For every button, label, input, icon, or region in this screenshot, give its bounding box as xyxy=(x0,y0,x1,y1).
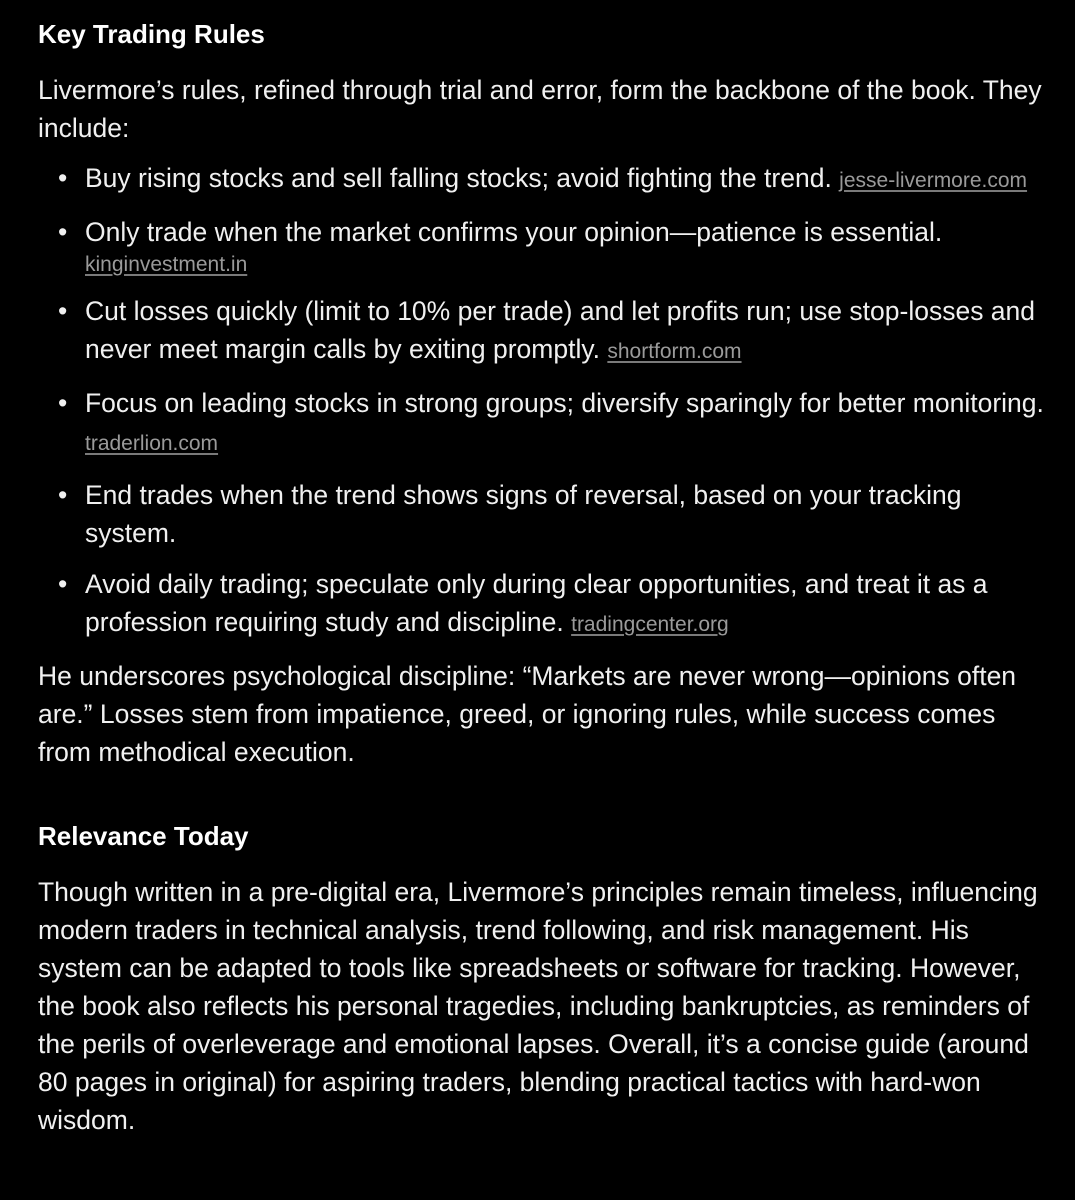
source-link[interactable]: jesse-livermore.com xyxy=(839,169,1028,192)
bullet-icon: • xyxy=(58,569,68,599)
list-item xyxy=(38,565,1048,644)
intro-paragraph: Livermore’s rules, refined through trial and error, form the backbone of the book. They include: xyxy=(38,75,1042,143)
rule-text: Focus on leading stocks in strong groups; diversify sparingly for better monitoring. xyxy=(85,388,1044,418)
rule-text: End trades when the trend shows signs of reversal, based on your tracking system. xyxy=(85,480,962,548)
bullet-icon: • xyxy=(58,217,68,247)
section-heading-relevance-today: Relevance Today xyxy=(38,821,249,851)
rule-text: Cut losses quickly (limit to 10% per trade) and let profits run; use stop-losses and never meet margin calls by exiting promptly. xyxy=(85,296,1036,364)
rule-text: Buy rising stocks and sell falling stocks; avoid fighting the trend. xyxy=(85,163,840,193)
bullet-icon: • xyxy=(58,480,68,510)
source-link[interactable]: traderlion.com xyxy=(85,432,219,455)
source-link[interactable]: kinginvestment.in xyxy=(85,253,248,276)
relevance-paragraph: Though written in a pre-digital era, Livermore’s principles remain timeless, influencing modern traders in technical analysis, trend following, and risk management. His system can be adapted to tools like spreadsheets or software for tracking. However, the book also reflects his personal tragedies, including bankruptcies, as reminders of the perils of overleverage and emotional lapses. Overall, it’s a concise guide (around 80 pages in original) for aspiring traders, blending practical tactics with hard-won wisdom. xyxy=(38,877,1038,1135)
summary-paragraph: He underscores psychological discipline: “Markets are never wrong—opinions often are.” Losses stem from impatience, greed, or ignoring rules, while success comes from methodical execution. xyxy=(38,661,1017,767)
rule-text: Only trade when the market confirms your opinion—patience is essential. xyxy=(85,217,943,247)
bullet-icon: • xyxy=(58,388,68,418)
bullet-icon: • xyxy=(58,163,68,193)
rule-text: Avoid daily trading; speculate only during clear opportunities, and treat it as a profession requiring study and discipline. xyxy=(85,569,988,637)
source-link[interactable]: shortform.com xyxy=(607,340,742,363)
list-item xyxy=(38,384,1048,463)
section-heading-key-trading-rules: Key Trading Rules xyxy=(38,19,265,49)
list-item xyxy=(38,213,1048,279)
bullet-icon: • xyxy=(58,296,68,326)
list-item xyxy=(38,159,1048,200)
rules-list xyxy=(38,159,1048,644)
list-item xyxy=(38,476,1048,552)
article-content xyxy=(38,14,1048,1139)
source-link[interactable]: tradingcenter.org xyxy=(571,613,729,636)
list-item xyxy=(38,292,1048,371)
